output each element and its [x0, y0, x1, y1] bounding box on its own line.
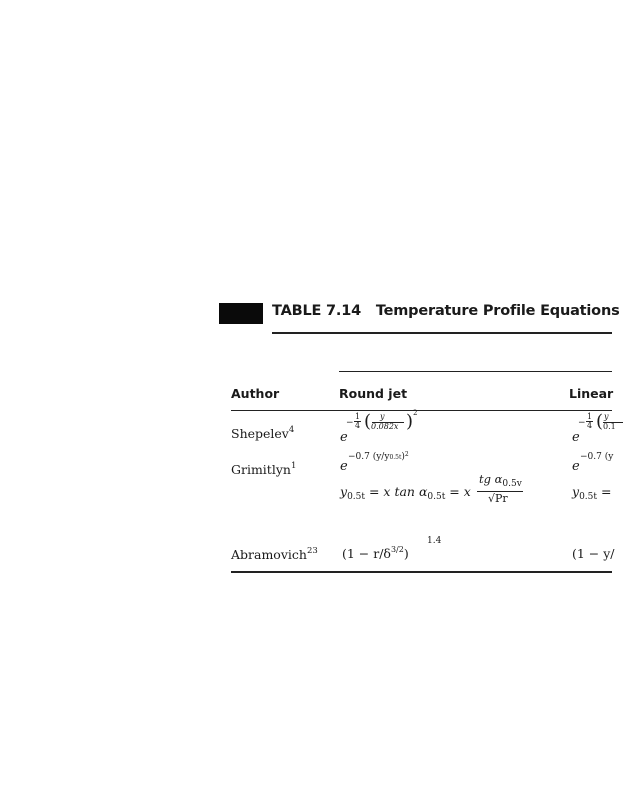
grimitlyn-round-halfwidth: $y_{0.5t} = x$ $\tan \alpha_{0.5t} = x$ tg $\alpha_{0.5v}$ √Pr: [340, 472, 522, 505]
row-author-abramovich: Abramovich$^{23}$: [231, 546, 318, 562]
table-marker-block: [219, 303, 263, 324]
header-top-rule: [339, 371, 612, 372]
table-caption: [272, 303, 620, 319]
row-author-shepelev: Shepelev$^4$: [231, 425, 295, 441]
column-header-round-jet: Round jet: [339, 386, 408, 401]
caption-rule: [272, 332, 612, 334]
grimitlyn-round-exponential: e −0.7 $(y/y0.5t)^2$: [340, 451, 409, 474]
abramovich-linear-equation: (1 − y/: [572, 546, 615, 561]
abramovich-round-equation: $(1 - r/\delta^{3/2})$ 1.4: [342, 536, 442, 561]
header-bottom-rule: [231, 410, 612, 411]
column-header-linear: Linear: [569, 386, 614, 401]
table-bottom-rule: [231, 571, 612, 573]
shepelev-linear-equation: e − 1 4 ( y 0.1: [572, 413, 612, 445]
grimitlyn-linear-halfwidth: $y_{0.5t}$ =: [572, 484, 612, 502]
row-author-grimitlyn: Grimitlyn$^1$: [231, 461, 297, 477]
table-title: Temperature Profile Equations: [375, 303, 620, 319]
grimitlyn-linear-exponential: e −0.7 (y: [572, 452, 614, 474]
shepelev-round-equation: e − 1 4 ( y 0.082x ) 2: [340, 409, 418, 445]
column-header-author: Author: [231, 386, 280, 401]
table-number: TABLE 7.14: [272, 303, 362, 319]
